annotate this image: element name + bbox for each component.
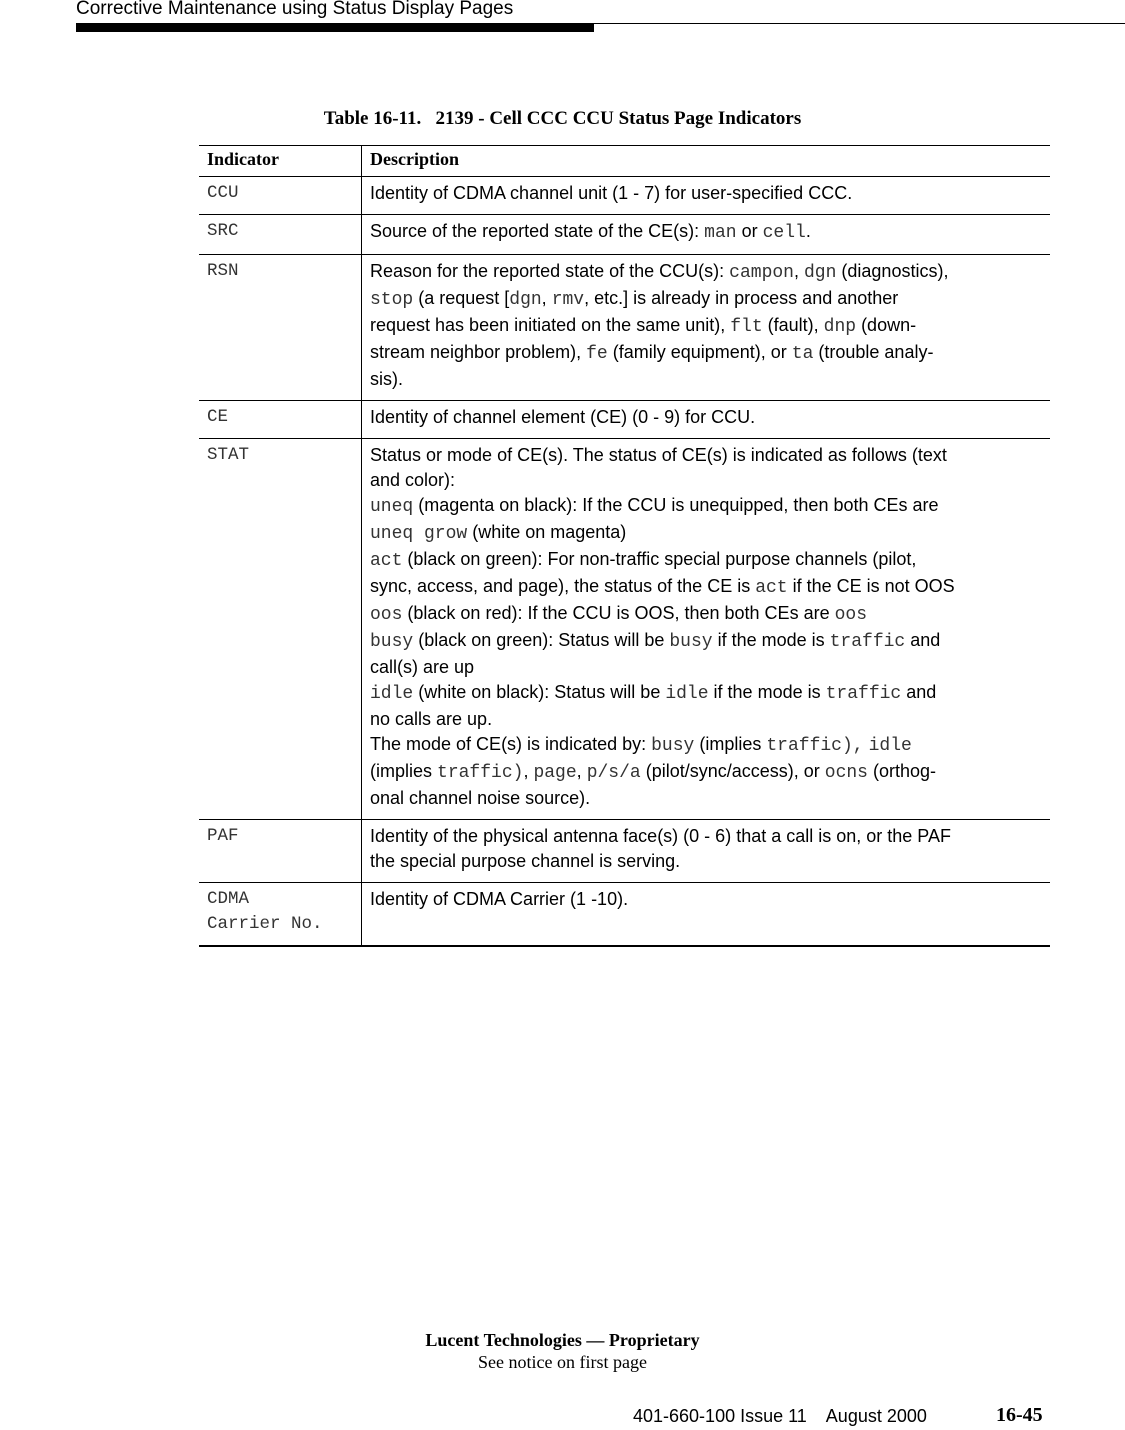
footer-notice: See notice on first page <box>478 1352 647 1372</box>
code-term: oos <box>834 605 867 625</box>
description-text: if the CE is not OOS <box>787 576 955 596</box>
description-line <box>370 468 1042 493</box>
table-header-row <box>199 146 1050 177</box>
code-term: stop <box>370 290 414 310</box>
code-term: busy <box>370 632 414 652</box>
description-line <box>370 520 1042 547</box>
column-header-indicator: Indicator <box>199 146 362 177</box>
table-body <box>199 177 1050 947</box>
description-text: sync, access, and page), the status of the CE is <box>370 576 756 596</box>
description-line <box>370 732 1042 759</box>
description-line <box>370 313 1042 340</box>
running-header: Corrective Maintenance using Status Display Pages <box>76 0 514 19</box>
code-term: uneq <box>370 497 414 517</box>
indicator-cell <box>199 883 362 947</box>
description-text: Source of the reported state of the CE(s): <box>370 221 705 241</box>
description-text: (orthog- <box>867 761 937 781</box>
code-term: traffic <box>825 684 902 704</box>
table-row <box>199 820 1050 883</box>
description-line <box>370 707 1042 732</box>
indicator-cell: RSN <box>199 255 362 401</box>
header-rule-thick <box>76 24 594 32</box>
description-text: (implies <box>694 734 767 754</box>
code-term: campon <box>729 263 794 283</box>
description-line <box>370 574 1042 601</box>
description-cell <box>362 215 1051 255</box>
description-text: (magenta on black): If the CCU is unequipped, then both CEs are <box>413 495 939 515</box>
description-line <box>370 628 1042 655</box>
description-text: and <box>901 682 937 702</box>
description-text: request has been initiated on the same unit), <box>370 315 731 335</box>
description-text: , <box>541 288 552 308</box>
code-term: ta <box>791 344 814 364</box>
page-number: 16-45 <box>996 1404 1043 1426</box>
code-term: traffic), <box>766 736 864 756</box>
code-term: man <box>704 223 737 243</box>
description-text: (pilot/sync/access), or <box>640 761 825 781</box>
description-text: if the mode is <box>708 682 826 702</box>
description-text: Identity of CDMA channel unit (1 - 7) for user-specified CCC. <box>370 183 853 203</box>
description-text: (family equipment), or <box>607 342 792 362</box>
description-text: Identity of CDMA Carrier (1 -10). <box>370 889 629 909</box>
code-term: dnp <box>823 317 857 337</box>
description-text: The mode of CE(s) is indicated by: <box>370 734 652 754</box>
code-term: busy <box>651 736 695 756</box>
description-text: or <box>736 221 763 241</box>
description-cell <box>362 439 1051 820</box>
description-line <box>370 367 1042 392</box>
table-caption: Table 16-11. 2139 - Cell CCC CCU Status Page Indicators <box>323 108 802 129</box>
description-text: (diagnostics), <box>836 261 949 281</box>
description-line <box>370 493 1042 520</box>
description-line <box>370 887 1042 912</box>
description-line <box>370 547 1042 574</box>
description-text: , <box>793 261 804 281</box>
code-term: uneq grow <box>370 524 468 544</box>
description-text: onal channel noise source). <box>370 788 591 808</box>
code-term: rmv <box>551 290 585 310</box>
code-term: ocns <box>824 763 868 783</box>
code-term: idle <box>868 736 912 756</box>
indicator-line: Carrier No. <box>207 914 323 934</box>
description-text: , etc.] is already in process and another <box>584 288 899 308</box>
indicator-cell: PAF <box>199 820 362 883</box>
description-line <box>370 286 1042 313</box>
code-term: flt <box>730 317 763 337</box>
indicator-table <box>199 145 1050 947</box>
code-term: fe <box>586 344 608 364</box>
indicator-cell: STAT <box>199 439 362 820</box>
indicator-line: CDMA <box>207 889 250 909</box>
table-row <box>199 215 1050 255</box>
code-term: p/s/a <box>586 763 641 783</box>
code-term: dgn <box>804 263 837 283</box>
description-cell <box>362 820 1051 883</box>
description-line <box>370 824 1042 849</box>
table-row <box>199 401 1050 439</box>
description-line <box>370 601 1042 628</box>
table-row <box>199 255 1050 401</box>
code-term: busy <box>669 632 713 652</box>
code-term: traffic) <box>437 763 524 783</box>
description-text: call(s) are up <box>370 657 475 677</box>
description-text: and color): <box>370 470 456 490</box>
table-row <box>199 439 1050 820</box>
description-text: (black on red): If the CCU is OOS, then both CEs are <box>402 603 835 623</box>
code-term: page <box>533 763 577 783</box>
description-text: (white on black): Status will be <box>413 682 666 702</box>
description-line <box>370 680 1042 707</box>
description-line <box>370 259 1042 286</box>
description-text: if the mode is <box>712 630 830 650</box>
description-text: Reason for the reported state of the CCU(s): <box>370 261 730 281</box>
description-cell <box>362 401 1051 439</box>
description-text: (a request [ <box>413 288 510 308</box>
description-text: . <box>805 221 811 241</box>
description-line <box>370 655 1042 680</box>
description-line <box>370 786 1042 811</box>
code-term: oos <box>370 605 403 625</box>
description-cell <box>362 255 1051 401</box>
description-text: stream neighbor problem), <box>370 342 587 362</box>
description-cell <box>362 883 1051 947</box>
footer-doc-id: 401-660-100 Issue 11 August 2000 <box>633 1406 927 1426</box>
description-text: Identity of the physical antenna face(s) (0 - 6) that a call is on, or the PAF <box>370 826 951 846</box>
description-text: (down- <box>856 315 917 335</box>
column-header-description: Description <box>362 146 1051 177</box>
code-term: cell <box>762 223 806 243</box>
description-line <box>370 759 1042 786</box>
description-cell <box>362 177 1051 215</box>
description-text: (black on green): Status will be <box>413 630 670 650</box>
description-text: (fault), <box>762 315 824 335</box>
description-text: (implies <box>370 761 438 781</box>
description-text: sis). <box>370 369 403 389</box>
table-row <box>199 883 1050 947</box>
description-line <box>370 219 1042 246</box>
code-term: idle <box>370 684 414 704</box>
table-row <box>199 177 1050 215</box>
indicator-cell: CCU <box>199 177 362 215</box>
description-text: (black on green): For non-traffic special purpose channels (pilot, <box>402 549 917 569</box>
code-term: idle <box>665 684 709 704</box>
description-text: (trouble analy- <box>813 342 934 362</box>
description-text: , <box>576 761 587 781</box>
description-text: the special purpose channel is serving. <box>370 851 681 871</box>
description-text: (white on magenta) <box>467 522 627 542</box>
description-text: no calls are up. <box>370 709 493 729</box>
description-line <box>370 340 1042 367</box>
footer-company: Lucent Technologies — Proprietary <box>425 1330 700 1350</box>
description-text: Status or mode of CE(s). The status of CE(s) is indicated as follows (text <box>370 445 947 465</box>
description-line <box>370 405 1042 430</box>
code-term: dgn <box>509 290 542 310</box>
description-text: , <box>523 761 534 781</box>
description-line <box>370 849 1042 874</box>
indicator-cell: SRC <box>199 215 362 255</box>
code-term: traffic <box>829 632 906 652</box>
indicator-cell: CE <box>199 401 362 439</box>
description-text: Identity of channel element (CE) (0 - 9) for CCU. <box>370 407 756 427</box>
code-term: act <box>370 551 403 571</box>
code-term: act <box>755 578 788 598</box>
description-line <box>370 181 1042 206</box>
description-text: and <box>905 630 941 650</box>
description-line <box>370 443 1042 468</box>
